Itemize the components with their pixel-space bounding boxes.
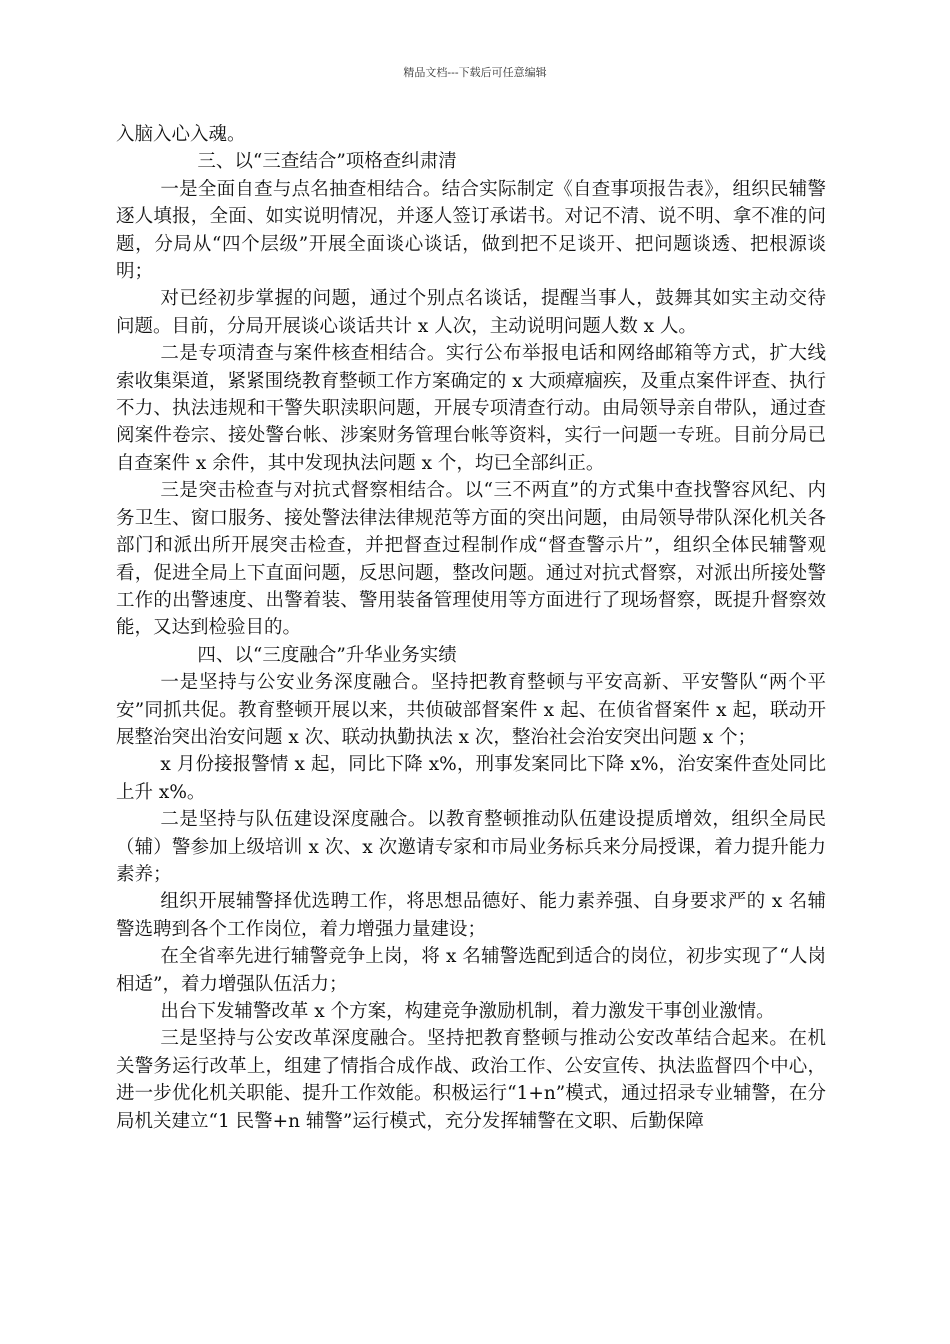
paragraph: 入脑入心入魂。 [116, 124, 246, 145]
paragraph: 一是全面自查与点名抽查相结合。结合实际制定《自查事项报告表》，组织民辅警逐人填报，全面、如实说明情况，并逐人签订承诺书。对记不清、说不明、拿不准的问题，分局从“四个层级”开展全面谈心谈话，做到把不足谈开、把问题谈透、把根源谈明； [116, 178, 826, 283]
paragraph: 组织开展辅警择优选聘工作，将思想品德好、能力素养强、自身要求严的 x 名辅警选聘到各个工作岗位，着力增强力量建设； [116, 891, 826, 940]
paragraph: 在全省率先进行辅警竞争上岗，将 x 名辅警选配到适合的岗位，初步实现了“人岗相适”，着力增强队伍活力； [116, 946, 826, 995]
page-header: 精品文档---下载后可任意编辑 [403, 66, 547, 79]
section-heading: 四、以“三度融合”升华业务实绩 [197, 644, 457, 666]
paragraph: 对已经初步掌握的问题，通过个别点名谈话，提醒当事人，鼓舞其如实主动交待问题。目前，分局开展谈心谈话共计 x 人次，主动说明问题人数 x 人。 [116, 288, 826, 337]
paragraph: 二是坚持与队伍建设深度融合。以教育整顿推动队伍建设提质增效，组织全局民（辅）警参加上级培训 x 次、x 次邀请专家和市局业务标兵来分局授课，着力提升能力素养； [116, 809, 826, 885]
paragraph: 出台下发辅警改革 x 个方案，构建竞争激励机制，着力激发干事创业激情。 [160, 1001, 775, 1022]
document-body [116, 121, 826, 1135]
paragraph: 二是专项清查与案件核查相结合。实行公布举报电话和网络邮箱等方式，扩大线索收集渠道，紧紧围绕教育整顿工作方案确定的 x 大顽瘴痼疾，及重点案件评查、执行不力、执法违规和干警失职渎职问题，开展专项清查行动。由局领导亲自带队，通过查阅案件卷宗、接处警台帐、涉案财务管理台帐等资料，实行一问题一专班。目前分局已自查案件 x 余件，其中发现执法问题 x 个，均已全部纠正。 [116, 343, 826, 474]
paragraph: x 月份接报警情 x 起，同比下降 x%，刑事发案同比下降 x%，治安案件查处同比上升 x%。 [116, 754, 826, 803]
paragraph: 三是坚持与公安改革深度融合。坚持把教育整顿与推动公安改革结合起来。在机关警务运行改革上，组建了情指合成作战、政治工作、公安宣传、执法监督四个中心，进一步优化机关职能、提升工作效能。积极运行“1+n”模式，通过招录专业辅警，在分局机关建立“1 民警+n 辅警”运行模式，充分发挥辅警在文职、后勤保障 [116, 1028, 826, 1132]
section-heading: 三、以“三查结合”项格查纠肃清 [197, 151, 457, 173]
paragraph: 三是突击检查与对抗式督察相结合。以“三不两直”的方式集中查找警容风纪、内务卫生、窗口服务、接处警法律法律规范等方面的突出问题，由局领导带队深化机关各部门和派出所开展突击检查，并把督查过程制作成“督查警示片”，组织全体民辅警观看，促进全局上下直面问题，反思问题，整改问题。通过对抗式督察，对派出所接处警工作的出警速度、出警着装、警用装备管理使用等方面进行了现场督察，既提升督察效能，又达到检验目的。 [116, 480, 826, 639]
paragraph: 一是坚持与公安业务深度融合。坚持把教育整顿与平安高新、平安警队“两个平安”同抓共促。教育整顿开展以来，共侦破部督案件 x 起、在侦省督案件 x 起，联动开展整治突出治安问题 x 次、联动执勤执法 x 次，整治社会治安突出问题 x 个； [116, 672, 826, 748]
